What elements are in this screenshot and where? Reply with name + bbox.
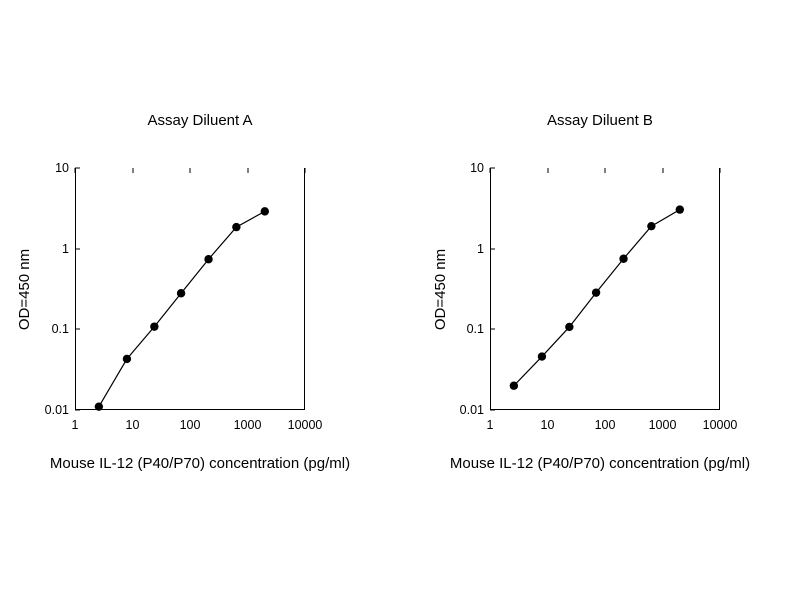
x-axis-label xyxy=(400,455,800,472)
data-point-marker xyxy=(592,288,600,296)
y-tick-label: 10 xyxy=(470,161,484,175)
data-point-marker xyxy=(150,322,158,330)
series-curve xyxy=(490,168,720,410)
data-point-marker xyxy=(619,255,627,263)
y-tick-label: 0.1 xyxy=(466,322,484,337)
chart-title xyxy=(400,112,800,129)
x-tick-label: 1 xyxy=(71,418,79,432)
series-curve xyxy=(75,168,305,410)
chart-title-text: Assay Diluent A xyxy=(147,112,253,129)
x-tick-label: 100 xyxy=(179,418,201,432)
x-axis-label xyxy=(0,455,400,472)
x-tick-label: 100 xyxy=(594,418,616,432)
x-tick-label: 1000 xyxy=(648,418,677,432)
x-tick-label: 10 xyxy=(125,418,140,432)
data-point-marker xyxy=(510,382,518,390)
series-line xyxy=(514,210,680,386)
data-point-marker xyxy=(204,255,212,263)
data-point-marker xyxy=(177,289,185,297)
x-tick-label: 10000 xyxy=(287,418,323,432)
data-point-marker xyxy=(676,205,684,213)
data-point-marker xyxy=(538,352,546,360)
data-point-marker xyxy=(647,222,655,230)
data-point-marker xyxy=(95,402,103,410)
y-axis-label-text: OD=450 nm xyxy=(16,248,34,330)
plot-area xyxy=(459,161,738,432)
data-point-marker xyxy=(123,355,131,363)
y-axis-label-text: OD=450 nm xyxy=(432,248,450,330)
y-axis-label xyxy=(14,168,36,410)
data-point-marker xyxy=(232,223,240,231)
y-axis-label xyxy=(430,168,452,410)
series-line xyxy=(99,211,265,406)
y-tick-label: 10 xyxy=(55,161,69,175)
x-tick-label: 1 xyxy=(486,418,494,432)
data-point-marker xyxy=(261,207,269,215)
y-tick-label: 0.1 xyxy=(51,322,69,337)
y-tick-label: 1 xyxy=(477,241,484,256)
y-tick-label: 0.01 xyxy=(459,403,484,417)
chart-title-text: Assay Diluent B xyxy=(547,112,653,129)
x-tick-label: 10 xyxy=(540,418,555,432)
x-tick-label: 1000 xyxy=(233,418,262,432)
chart-panel-assay-diluent-b xyxy=(400,0,800,600)
x-tick-label: 10000 xyxy=(702,418,738,432)
x-axis-label-text: Mouse IL-12 (P40/P70) concentration (pg/ml) xyxy=(49,455,351,472)
data-point-marker xyxy=(565,323,573,331)
x-axis-label-text: Mouse IL-12 (P40/P70) concentration (pg/ml) xyxy=(449,455,751,472)
chart-title xyxy=(0,112,400,129)
y-tick-label: 1 xyxy=(62,241,69,256)
y-tick-label: 0.01 xyxy=(44,403,69,417)
plot-area xyxy=(44,161,323,432)
